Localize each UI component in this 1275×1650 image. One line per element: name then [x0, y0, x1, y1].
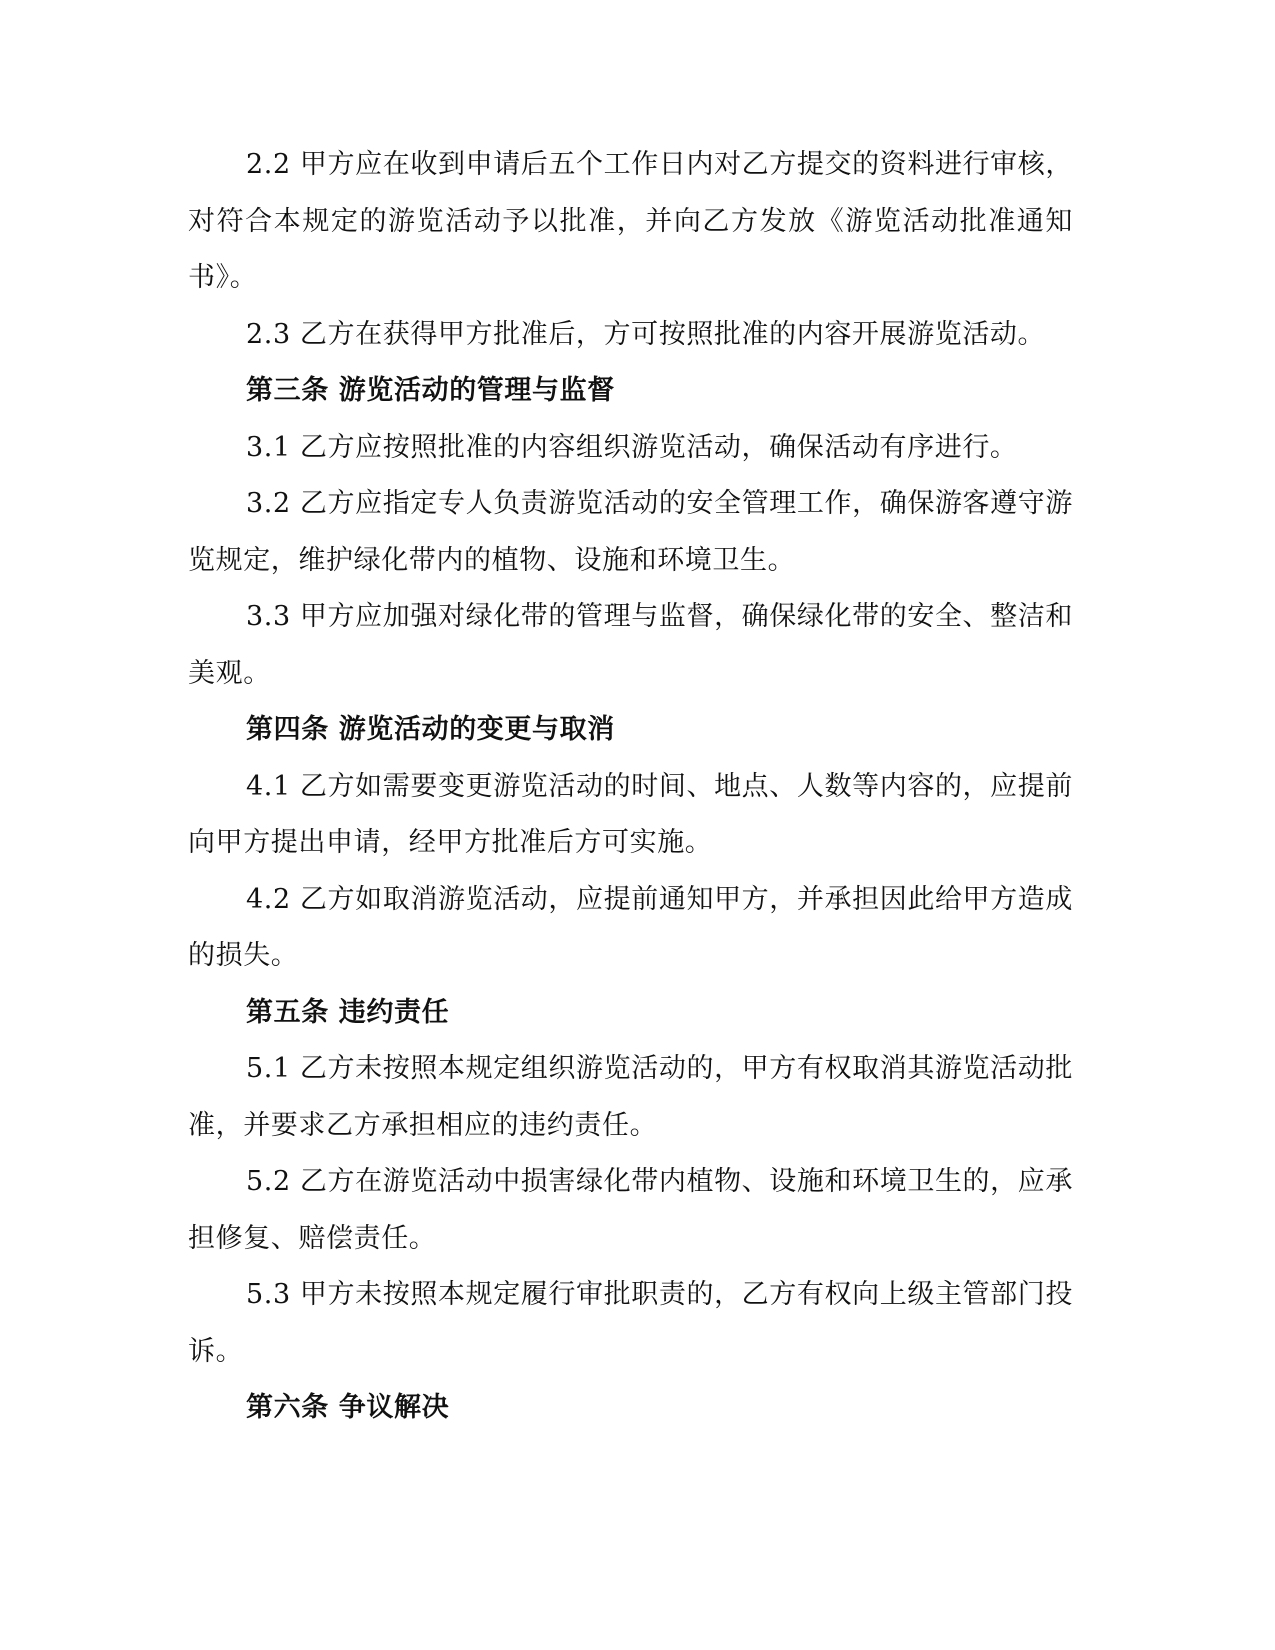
document-page [188, 137, 1073, 1437]
clause-2-2: 2.2 甲方应在收到申请后五个工作日内对乙方提交的资料进行审核，对符合本规定的游览活动予以批准，并向乙方发放《游览活动批准通知书》。 [188, 149, 1073, 293]
clause-5-3: 5.3 甲方未按照本规定履行审批职责的，乙方有权向上级主管部门投诉。 [188, 1279, 1073, 1367]
article-4-heading: 第四条 游览活动的变更与取消 [246, 714, 615, 745]
clause-4-1: 4.1 乙方如需要变更游览活动的时间、地点、人数等内容的，应提前向甲方提出申请，经甲方批准后方可实施。 [188, 770, 1073, 858]
clause-5-1: 5.1 乙方未按照本规定组织游览活动的，甲方有权取消其游览活动批准，并要求乙方承担相应的违约责任。 [188, 1053, 1073, 1141]
clause-4-2: 4.2 乙方如取消游览活动，应提前通知甲方，并承担因此给甲方造成的损失。 [188, 883, 1073, 971]
clause-3-1: 3.1 乙方应按照批准的内容组织游览活动，确保活动有序进行。 [246, 431, 1018, 463]
article-6-heading: 第六条 争议解决 [246, 1392, 450, 1423]
article-3-heading: 第三条 游览活动的管理与监督 [246, 375, 615, 406]
clause-3-2: 3.2 乙方应指定专人负责游览活动的安全管理工作，确保游客遵守游览规定，维护绿化带内的植物、设施和环境卫生。 [188, 488, 1073, 576]
article-5-heading: 第五条 违约责任 [246, 996, 450, 1028]
clause-5-2: 5.2 乙方在游览活动中损害绿化带内植物、设施和环境卫生的，应承担修复、赔偿责任。 [188, 1166, 1073, 1254]
clause-3-3: 3.3 甲方应加强对绿化带的管理与监督，确保绿化带的安全、整洁和美观。 [188, 601, 1073, 689]
clause-2-3: 2.3 乙方在获得甲方批准后，方可按照批准的内容开展游览活动。 [246, 318, 1046, 350]
